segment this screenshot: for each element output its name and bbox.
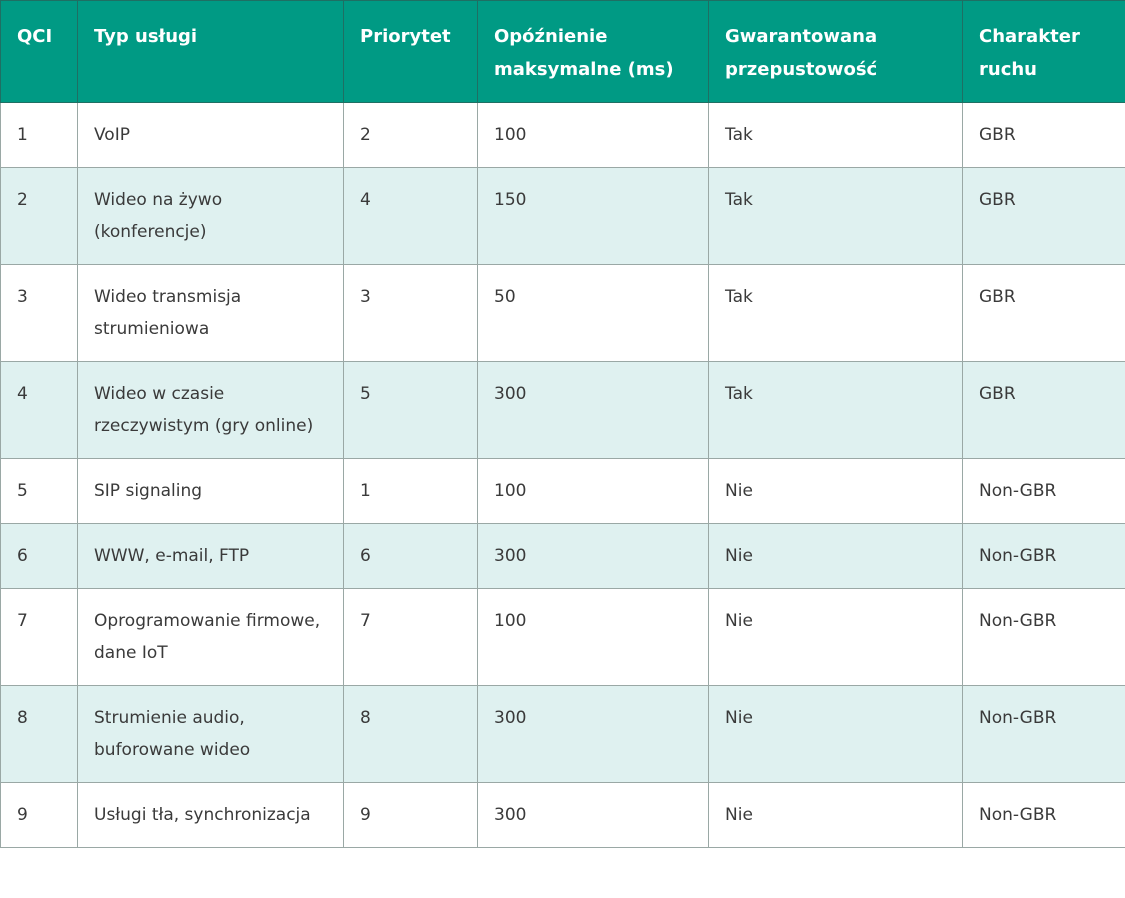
cell-max-delay: 100 — [478, 459, 709, 524]
cell-guaranteed-bandwidth: Nie — [709, 589, 963, 686]
cell-max-delay: 300 — [478, 783, 709, 848]
cell-max-delay: 50 — [478, 265, 709, 362]
header-row — [1, 1, 1125, 103]
header-guaranteed-bandwidth: Gwarantowana przepustowość — [709, 1, 963, 103]
cell-traffic-type: GBR — [963, 362, 1125, 459]
cell-service-type: WWW, e-mail, FTP — [78, 524, 344, 589]
table-row — [1, 168, 1125, 265]
cell-priority: 4 — [344, 168, 478, 265]
cell-max-delay: 300 — [478, 362, 709, 459]
cell-service-type: Oprogramowanie firmowe, dane IoT — [78, 589, 344, 686]
table-row — [1, 783, 1125, 848]
cell-max-delay: 100 — [478, 103, 709, 168]
cell-service-type: VoIP — [78, 103, 344, 168]
cell-guaranteed-bandwidth: Nie — [709, 783, 963, 848]
cell-priority: 3 — [344, 265, 478, 362]
cell-guaranteed-bandwidth: Nie — [709, 686, 963, 783]
cell-qci: 3 — [1, 265, 78, 362]
cell-traffic-type: GBR — [963, 103, 1125, 168]
cell-traffic-type: GBR — [963, 265, 1125, 362]
cell-traffic-type: GBR — [963, 168, 1125, 265]
cell-max-delay: 300 — [478, 686, 709, 783]
cell-priority: 1 — [344, 459, 478, 524]
table-row — [1, 103, 1125, 168]
cell-qci: 9 — [1, 783, 78, 848]
header-service-type: Typ usługi — [78, 1, 344, 103]
cell-priority: 5 — [344, 362, 478, 459]
cell-service-type: Wideo na żywo (konferencje) — [78, 168, 344, 265]
cell-traffic-type: Non-GBR — [963, 686, 1125, 783]
cell-service-type: Strumienie audio, buforowane wideo — [78, 686, 344, 783]
table-header — [1, 1, 1125, 103]
cell-traffic-type: Non-GBR — [963, 783, 1125, 848]
cell-priority: 9 — [344, 783, 478, 848]
cell-guaranteed-bandwidth: Nie — [709, 459, 963, 524]
cell-qci: 4 — [1, 362, 78, 459]
header-priority: Priorytet — [344, 1, 478, 103]
cell-traffic-type: Non-GBR — [963, 589, 1125, 686]
cell-max-delay: 100 — [478, 589, 709, 686]
table-row — [1, 686, 1125, 783]
cell-qci: 6 — [1, 524, 78, 589]
table-row — [1, 362, 1125, 459]
cell-qci: 8 — [1, 686, 78, 783]
table-row — [1, 459, 1125, 524]
table-row — [1, 524, 1125, 589]
cell-max-delay: 150 — [478, 168, 709, 265]
cell-service-type: Usługi tła, synchronizacja — [78, 783, 344, 848]
cell-priority: 7 — [344, 589, 478, 686]
table-row — [1, 589, 1125, 686]
cell-qci: 5 — [1, 459, 78, 524]
cell-priority: 2 — [344, 103, 478, 168]
cell-priority: 8 — [344, 686, 478, 783]
header-max-delay: Opóźnienie maksymalne (ms) — [478, 1, 709, 103]
cell-traffic-type: Non-GBR — [963, 524, 1125, 589]
cell-guaranteed-bandwidth: Tak — [709, 168, 963, 265]
header-qci: QCI — [1, 1, 78, 103]
cell-service-type: SIP signaling — [78, 459, 344, 524]
cell-traffic-type: Non-GBR — [963, 459, 1125, 524]
cell-guaranteed-bandwidth: Tak — [709, 103, 963, 168]
cell-priority: 6 — [344, 524, 478, 589]
header-traffic-type: Charakter ruchu — [963, 1, 1125, 103]
cell-qci: 7 — [1, 589, 78, 686]
cell-guaranteed-bandwidth: Nie — [709, 524, 963, 589]
cell-qci: 2 — [1, 168, 78, 265]
cell-guaranteed-bandwidth: Tak — [709, 265, 963, 362]
table-body — [1, 103, 1125, 848]
cell-service-type: Wideo transmisja strumieniowa — [78, 265, 344, 362]
cell-guaranteed-bandwidth: Tak — [709, 362, 963, 459]
cell-qci: 1 — [1, 103, 78, 168]
table-row — [1, 265, 1125, 362]
cell-max-delay: 300 — [478, 524, 709, 589]
cell-service-type: Wideo w czasie rzeczywistym (gry online) — [78, 362, 344, 459]
